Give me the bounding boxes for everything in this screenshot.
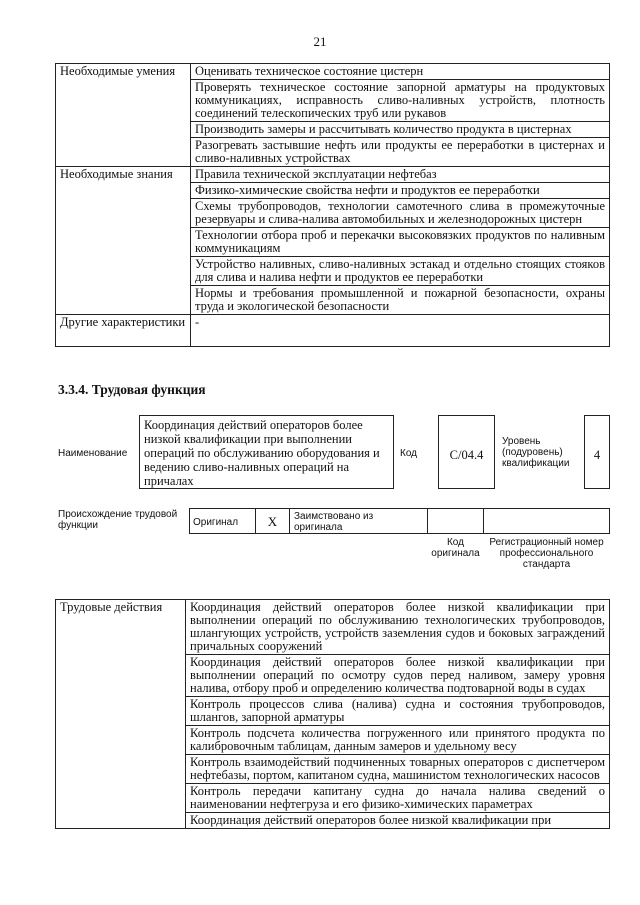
code-label: Код (400, 448, 418, 459)
table-cell: Разогревать застывшие нефть или продукты ее переработки в цистернах и сливо-наливных устройствах (191, 138, 610, 167)
table-cell: Устройство наливных, сливо-наливных эстакад и отдельно стоящих стояков для слива и налива нефти и продуктов ее переработки (191, 257, 610, 286)
table-cell: Контроль передачи капитану судна до начала налива сведений о наименовании нефтегруза и его физико-химических параметрах (186, 784, 610, 813)
labor-actions-table (55, 599, 610, 829)
table-cell: Схемы трубопроводов, технологии самотечного слива в промежуточные резервуары и слива-налива автомобильных и железнодорожных цистерн (191, 199, 610, 228)
table-cell: - (191, 315, 610, 347)
table-row (56, 600, 610, 655)
level-label: Уровень (подуровень) квалификации (502, 436, 570, 469)
table-cell: Проверять техническое состояние запорной арматуры на продуктовых коммуникациях, исправность сливо-наливных устройств, плотность соединений телескопических труб или рукавов (191, 80, 610, 122)
row-label: Необходимые умения (56, 64, 191, 167)
reg-number-caption: Регистрационный номер профессионального стандарта (489, 537, 604, 570)
table-row (56, 64, 610, 80)
origin-label: Происхождение трудовой функции (58, 509, 178, 531)
reg-number-box (483, 508, 610, 534)
original-label: Оригинал (189, 508, 256, 534)
code-original-box (427, 508, 484, 534)
name-label: Наименование (58, 448, 128, 459)
table-cell: Координация действий операторов более низкой квалификации при (186, 813, 610, 829)
table-row (56, 315, 610, 347)
table-cell: Физико-химические свойства нефти и продуктов ее переработки (191, 183, 610, 199)
table-cell: Контроль взаимодействий подчиненных товарных операторов с диспетчером нефтебазы, портом, капитаном судна, машинистом технологических насосов (186, 755, 610, 784)
original-mark: X (255, 508, 290, 534)
code-value: С/04.4 (438, 415, 495, 489)
table-cell: Контроль процессов слива (налива) судна и состояния трубопроводов, шлангов, запорной арматуры (186, 697, 610, 726)
table-cell: Контроль подсчета количества погруженного или принятого продукта по калибровочным таблицам, данным замеров и удельному весу (186, 726, 610, 755)
table-cell: Технологии отбора проб и перекачки высоковязких продуктов по наливным коммуникациям (191, 228, 610, 257)
row-label: Необходимые знания (56, 167, 191, 315)
table-cell: Производить замеры и рассчитывать количество продукта в цистернах (191, 122, 610, 138)
table-cell: Оценивать техническое состояние цистерн (191, 64, 610, 80)
row-label: Другие характеристики (56, 315, 191, 347)
code-original-caption: Код оригинала (431, 537, 480, 559)
borrowed-label: Заимствовано из оригинала (289, 508, 428, 534)
table-cell: Правила технической эксплуатации нефтебаз (191, 167, 610, 183)
table-cell: Координация действий операторов более низкой квалификации при выполнении операций по осмотру судов перед наливом, замеру уровня налива, отбору проб и определению количества подтоварной воды в судах (186, 655, 610, 697)
function-name: Координация действий операторов более низкой квалификации при выполнении операций по обслуживанию оборудования и ведению сливо-наливных операций на причалах (139, 415, 394, 489)
table-row (56, 167, 610, 183)
table-cell: Нормы и требования промышленной и пожарной безопасности, охраны труда и экологической безопасности (191, 286, 610, 315)
row-label: Трудовые действия (56, 600, 186, 829)
table-cell: Координация действий операторов более низкой квалификации при выполнении операций по обслуживанию технологических трубопроводов, шлангующих устройств, устройств заземления судов и боковых заграждений причальных сооружений (186, 600, 610, 655)
page-number: 21 (313, 34, 327, 49)
skills-knowledge-table (55, 63, 610, 347)
section-title: 3.3.4. Трудовая функция (58, 382, 206, 397)
level-value: 4 (584, 415, 610, 489)
